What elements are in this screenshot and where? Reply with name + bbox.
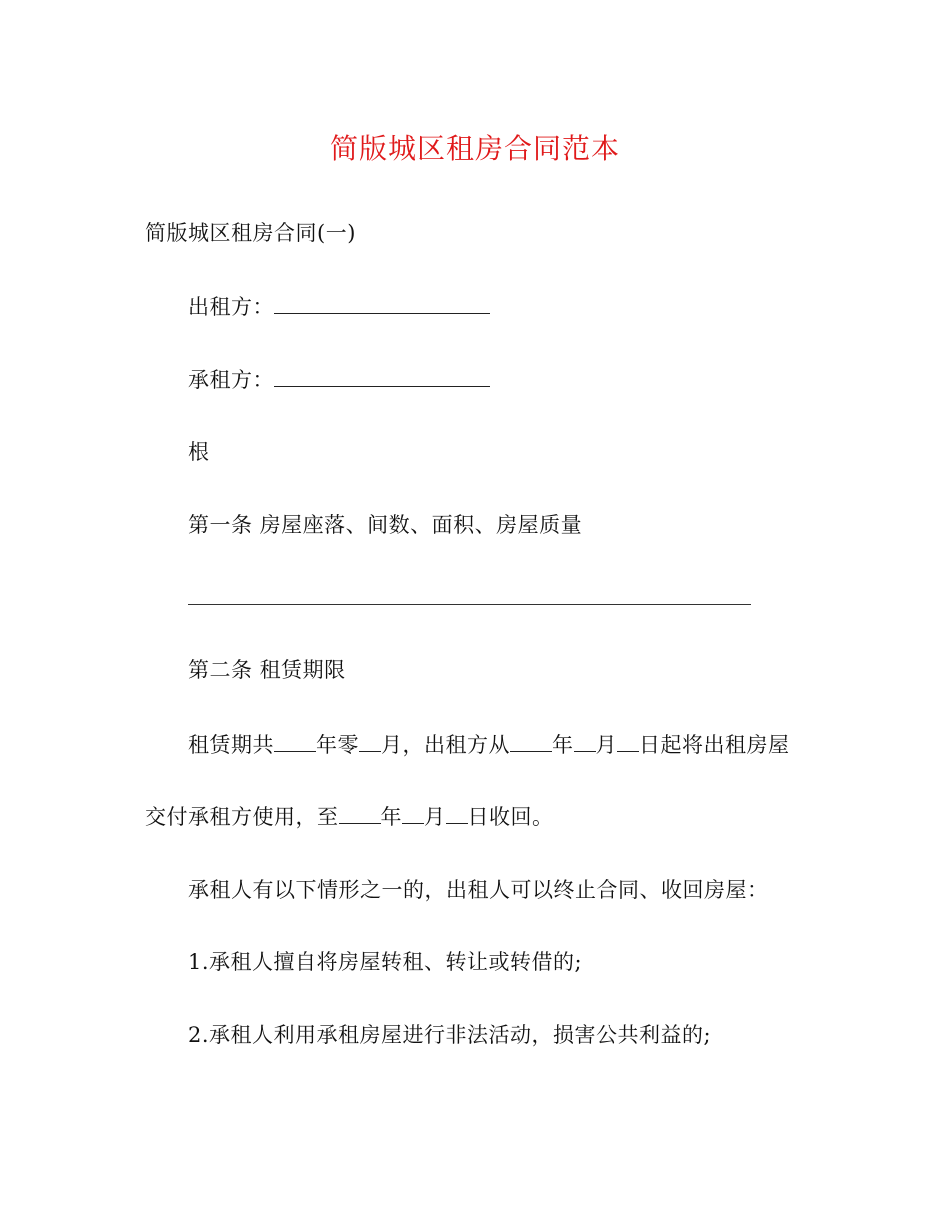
- start-year-blank: [510, 731, 552, 752]
- contract-subtitle: 简版城区租房合同(一): [145, 221, 356, 245]
- lessee-blank: [274, 366, 490, 387]
- basis-text: 根: [188, 440, 210, 464]
- article2-heading: 第二条 租赁期限: [188, 658, 346, 682]
- term-text: 月: [424, 805, 446, 829]
- term-line-2: [145, 803, 554, 831]
- article1-heading: 第一条 房屋座落、间数、面积、房屋质量: [188, 513, 583, 537]
- lessor-blank: [274, 293, 490, 314]
- end-month-blank: [402, 803, 424, 824]
- months-blank: [359, 731, 381, 752]
- term-text: 交付承租方使用，至: [145, 805, 339, 829]
- term-text: 年: [380, 805, 402, 829]
- start-day-blank: [617, 731, 639, 752]
- term-text: 年零: [316, 733, 359, 757]
- end-day-blank: [446, 803, 468, 824]
- lessee-line: [188, 366, 490, 394]
- term-text: 月，出租方从: [381, 733, 510, 757]
- lessor-label: 出租方：: [188, 295, 274, 319]
- end-year-blank: [339, 803, 381, 824]
- list-item: 1.承租人擅自将房屋转租、转让或转借的;: [188, 950, 583, 974]
- start-month-blank: [574, 731, 596, 752]
- term-text: 年: [552, 733, 574, 757]
- term-line-1: [188, 731, 790, 759]
- article1-blank-line: [188, 604, 751, 605]
- term-text: 月: [595, 733, 617, 757]
- term-text: 日起将出租房屋: [639, 733, 790, 757]
- termination-intro: 承租人有以下情形之一的，出租人可以终止合同、收回房屋：: [188, 878, 769, 902]
- term-text: 租赁期共: [188, 733, 274, 757]
- years-blank: [274, 731, 316, 752]
- term-text: 日收回。: [467, 805, 554, 829]
- list-item: 2.承租人利用承租房屋进行非法活动，损害公共利益的;: [188, 1023, 712, 1047]
- document-title: 简版城区租房合同范本: [329, 132, 620, 165]
- lessor-line: [188, 293, 490, 321]
- lessee-label: 承租方：: [188, 368, 274, 392]
